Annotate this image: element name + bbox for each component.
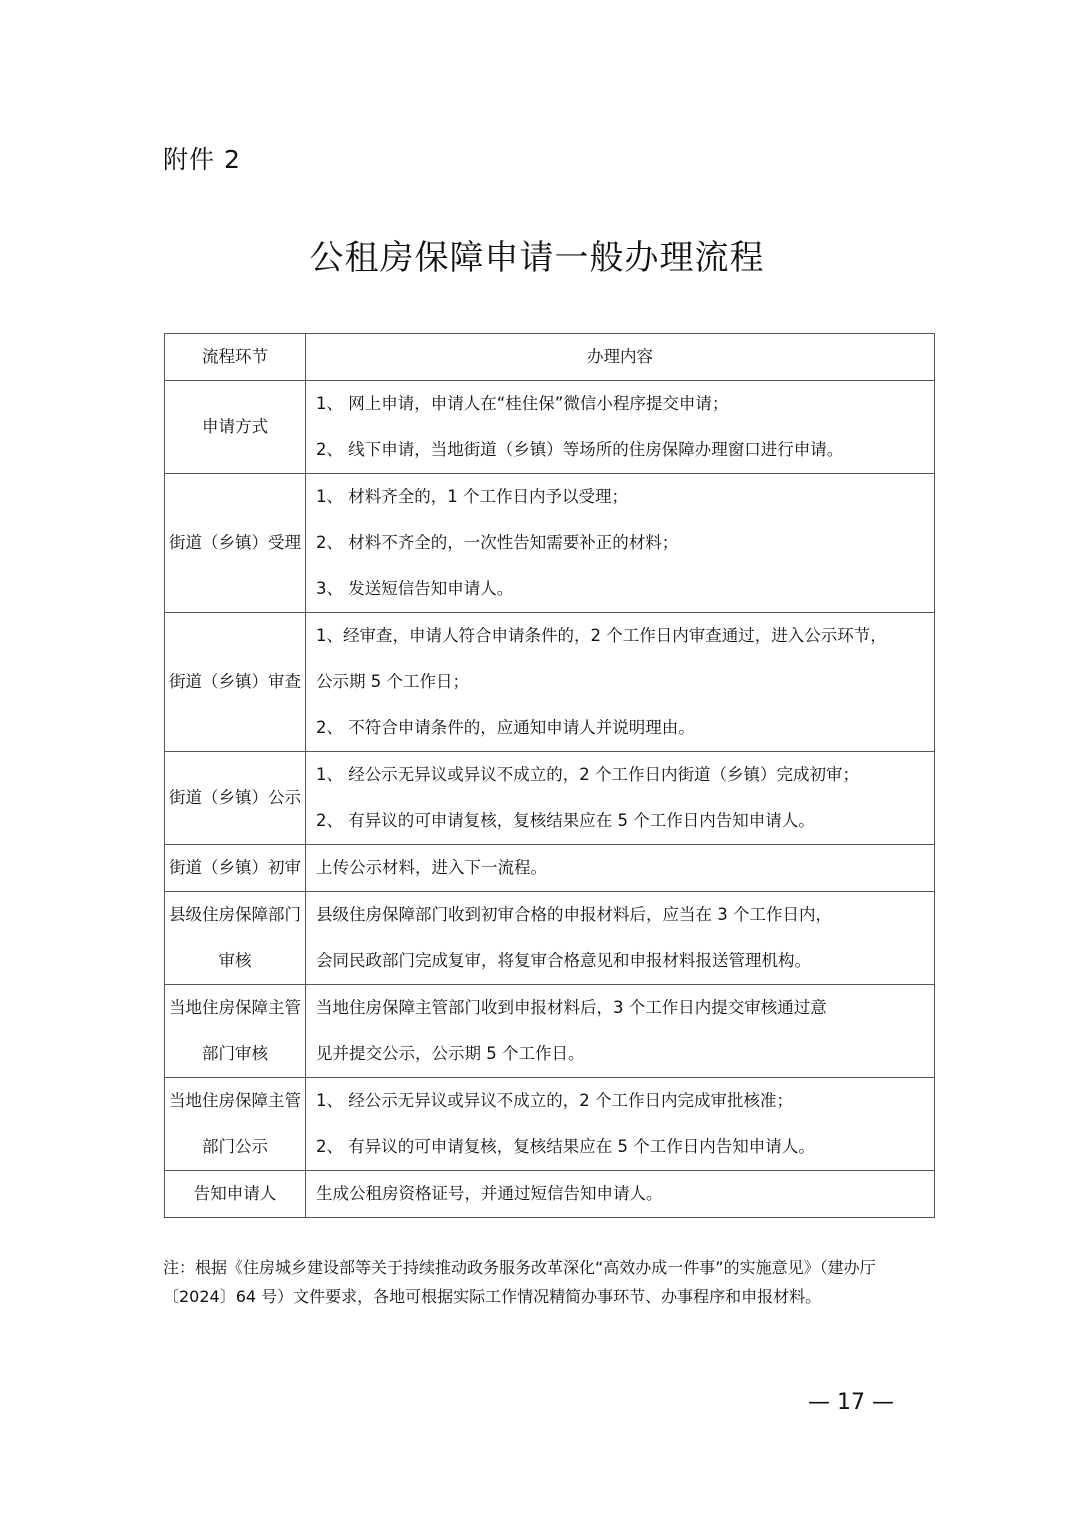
content-line: 2、 有异议的可申请复核，复核结果应在 5 个工作日内告知申请人。 [316,811,815,830]
table-row [165,1078,935,1171]
content-line: 2、 有异议的可申请复核，复核结果应在 5 个工作日内告知申请人。 [316,1137,815,1156]
content-cell [306,892,935,985]
table-row [165,985,935,1078]
content-line: 见并提交公示，公示期 5 个工作日。 [316,1044,585,1063]
step-cell: 当地住房保障主管部门公示 [165,1078,306,1171]
table-row [165,613,935,752]
content-cell [306,845,935,892]
content-line: 县级住房保障部门收到初审合格的申报材料后，应当在 3 个工作日内， [316,905,832,924]
document-title: 公租房保障申请一般办理流程 [309,238,765,278]
table-row [165,1171,935,1218]
page-number: — 17 — [808,1390,894,1415]
content-cell [306,381,935,474]
content-line: 会同民政部门完成复审，将复审合格意见和申报材料报送管理机构。 [316,951,811,970]
content-line: 上传公示材料，进入下一流程。 [316,858,547,877]
content-cell [306,474,935,613]
step-cell: 告知申请人 [165,1171,306,1218]
header-content: 办理内容 [306,334,935,381]
step-cell: 街道（乡镇）受理 [165,474,306,613]
content-cell [306,613,935,752]
content-line: 生成公租房资格证号，并通过短信告知申请人。 [316,1184,663,1203]
content-line: 1、 材料齐全的，1 个工作日内予以受理； [316,487,628,506]
table-header-row [165,334,935,381]
table-row [165,381,935,474]
process-table [164,333,935,1218]
content-line: 当地住房保障主管部门收到申报材料后，3 个工作日内提交审核通过意 [316,998,827,1017]
step-cell: 街道（乡镇）初审 [165,845,306,892]
content-line: 公示期 5 个工作日； [316,672,469,691]
step-cell: 县级住房保障部门审核 [165,892,306,985]
table-row [165,474,935,613]
content-line: 1、 经公示无异议或异议不成立的，2 个工作日内街道（乡镇）完成初审； [316,765,859,784]
step-cell: 申请方式 [165,381,306,474]
content-line: 2、 不符合申请条件的，应通知申请人并说明理由。 [316,718,695,737]
content-line: 2、 材料不齐全的，一次性告知需要补正的材料； [316,533,679,552]
content-line: 1、 经公示无异议或异议不成立的，2 个工作日内完成审批核准； [316,1091,793,1110]
content-line: 2、 线下申请，当地街道（乡镇）等场所的住房保障办理窗口进行申请。 [316,440,844,459]
content-line: 1、经审查，申请人符合申请条件的，2 个工作日内审查通过，进入公示环节， [316,626,887,645]
step-cell: 街道（乡镇）审查 [165,613,306,752]
header-step: 流程环节 [165,334,306,381]
attachment-label: 附件 2 [163,145,241,174]
step-cell: 街道（乡镇）公示 [165,752,306,845]
table-row [165,845,935,892]
step-cell: 当地住房保障主管部门审核 [165,985,306,1078]
content-line: 1、 网上申请，申请人在“桂住保”微信小程序提交申请； [316,394,729,413]
table-row [165,892,935,985]
content-cell [306,1171,935,1218]
content-cell [306,752,935,845]
content-line: 3、 发送短信告知申请人。 [316,579,514,598]
content-cell [306,985,935,1078]
table-row [165,752,935,845]
footnote: 注：根据《住房城乡建设部等关于持续推动政务服务改革深化“高效办成一件事”的实施意见》（建办厅〔2024〕64 号）文件要求，各地可根据实际工作情况精简办事环节、办事程序和申报材料。 [163,1258,876,1306]
content-cell [306,1078,935,1171]
